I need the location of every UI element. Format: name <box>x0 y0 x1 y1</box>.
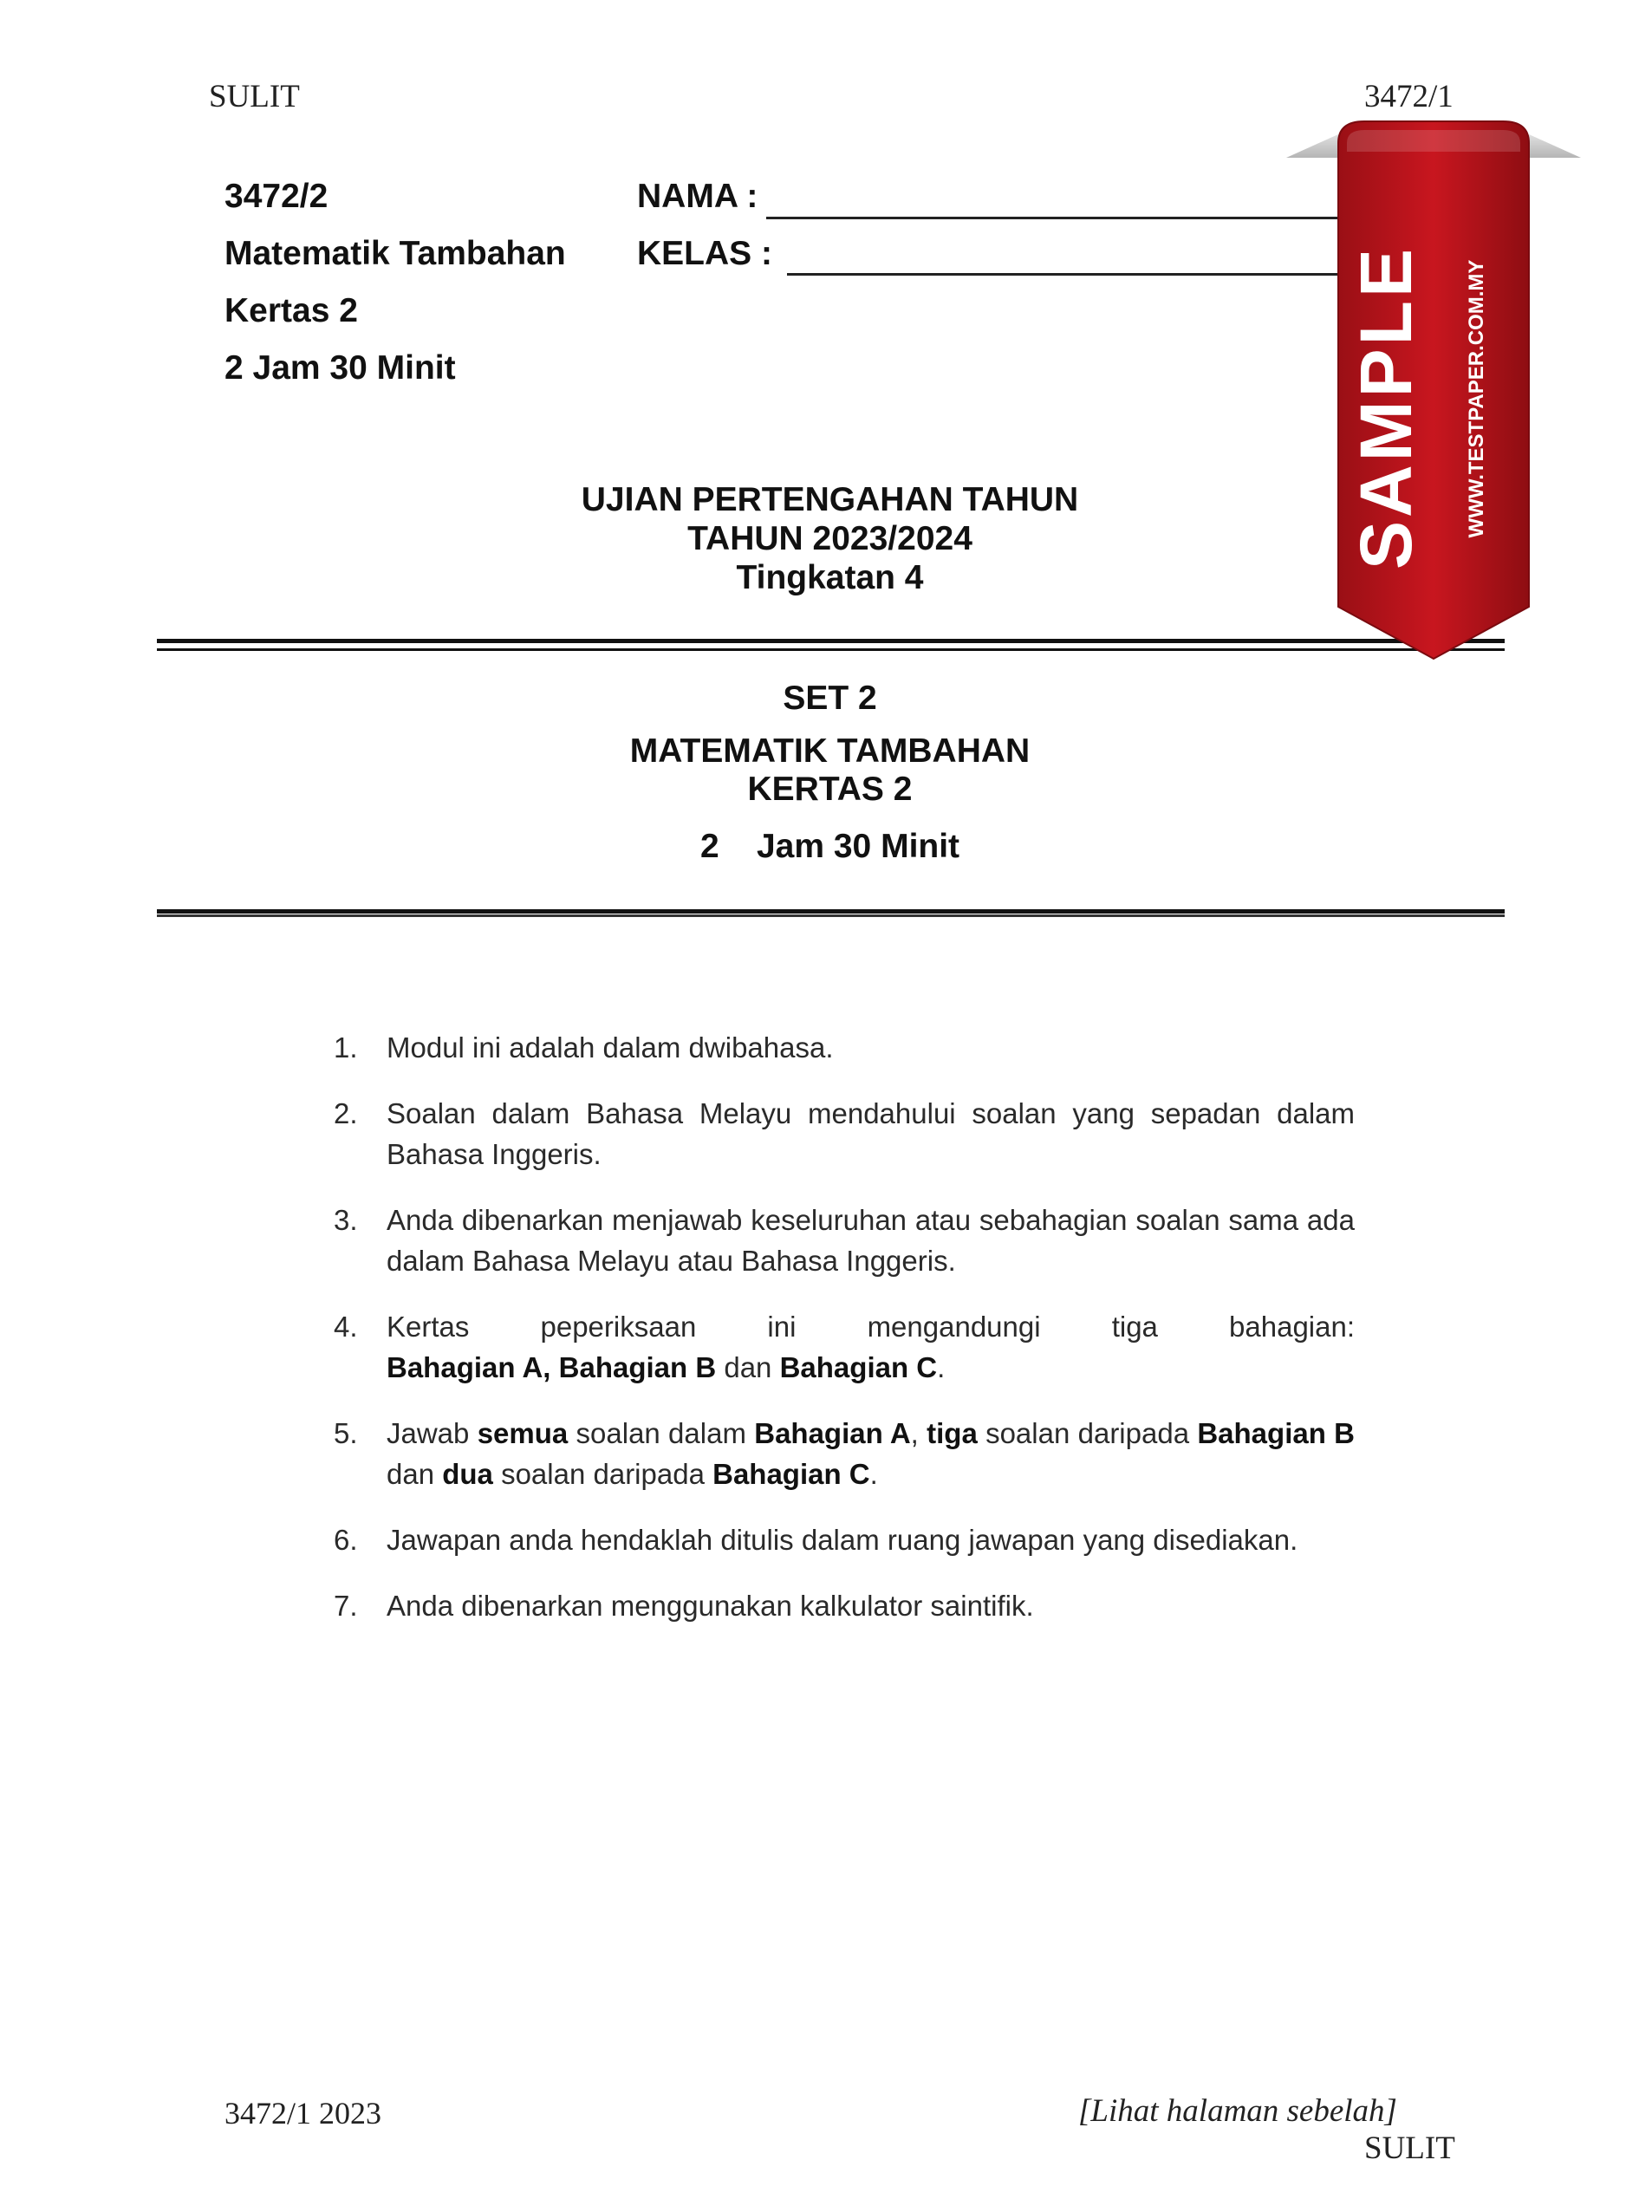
instruction-text: Kertas peperiksaan ini mengandungi tiga bahagian: <box>387 1311 1355 1343</box>
instruction-item <box>334 1519 1355 1560</box>
header-sulit: SULIT <box>209 79 300 114</box>
plain-text: Jawab <box>387 1417 478 1449</box>
plain-text: dan <box>387 1458 443 1490</box>
paper-number: Kertas 2 <box>224 292 358 329</box>
instruction-item <box>334 1585 1355 1626</box>
set-paper: KERTAS 2 <box>747 771 913 808</box>
nama-label: NAMA : <box>637 178 758 215</box>
bold-text: Bahagian C <box>712 1458 870 1490</box>
instruction-text: Modul ini adalah dalam dwibahasa. <box>387 1031 834 1064</box>
set-subject: MATEMATIK TAMBAHAN <box>629 732 1031 770</box>
paper-subject: Matematik Tambahan <box>224 235 566 272</box>
divider-bottom-thin <box>157 914 1505 917</box>
kelas-label: KELAS : <box>637 235 772 272</box>
plain-text: . <box>869 1458 878 1490</box>
bold-text: Bahagian A, Bahagian B <box>387 1351 717 1383</box>
instruction-text <box>387 1417 1355 1490</box>
paper-duration: 2 Jam 30 Minit <box>224 349 456 387</box>
instruction-number: 1. <box>334 1031 358 1064</box>
paper-code: 3472/2 <box>224 178 328 215</box>
instruction-text: Anda dibenarkan menggunakan kalkulator saintifik. <box>387 1590 1034 1622</box>
instructions-list <box>334 1027 1355 1651</box>
plain-text: soalan dalam <box>568 1417 755 1449</box>
instruction-number: 3. <box>334 1204 358 1236</box>
set-label: SET 2 <box>783 680 877 717</box>
bold-text: Bahagian A <box>754 1417 911 1449</box>
instruction-item <box>334 1027 1355 1068</box>
sample-ribbon-watermark <box>1286 117 1581 672</box>
plain-text: , <box>910 1417 927 1449</box>
set-subject-block <box>156 732 1504 809</box>
ribbon-label: SAMPLE <box>1345 244 1427 570</box>
ribbon-text-area <box>1338 152 1529 620</box>
instruction-item <box>334 1093 1355 1174</box>
plain-text: soalan daripada <box>977 1417 1198 1449</box>
instruction-item <box>334 1306 1355 1388</box>
divider-bottom-thick <box>157 909 1505 914</box>
instruction-number: 5. <box>334 1417 358 1449</box>
bold-text: Bahagian C <box>779 1351 938 1383</box>
instruction-item <box>334 1413 1355 1494</box>
header-paper-code: 3472/1 <box>1364 79 1454 114</box>
footer-sulit: SULIT <box>1364 2131 1455 2166</box>
instruction-text: Soalan dalam Bahasa Melayu mendahului soalan yang sepadan dalam Bahasa Inggeris. <box>387 1097 1355 1170</box>
plain-text: dan <box>716 1351 780 1383</box>
exam-title-line3: Tingkatan 4 <box>736 559 924 596</box>
footer-code: 3472/1 2023 <box>224 2096 382 2131</box>
exam-title-line2: TAHUN 2023/2024 <box>687 520 972 557</box>
plain-text: soalan daripada <box>492 1458 713 1490</box>
instruction-number: 4. <box>334 1311 358 1343</box>
instruction-text-cont <box>387 1351 945 1383</box>
instruction-number: 2. <box>334 1097 358 1129</box>
set-duration-text: 2 Jam 30 Minit <box>699 828 960 865</box>
exam-title-line1: UJIAN PERTENGAHAN TAHUN <box>581 481 1079 518</box>
bold-text: dua <box>442 1458 493 1490</box>
instruction-number: 7. <box>334 1590 358 1622</box>
ribbon-site: WWW.TESTPAPER.COM.MY <box>1465 259 1488 538</box>
instruction-item <box>334 1200 1355 1281</box>
bold-text: Bahagian B <box>1197 1417 1355 1449</box>
instruction-text: Anda dibenarkan menjawab keseluruhan atau sebahagian soalan sama ada dalam Bahasa Melayu atau Bahasa Inggeris. <box>387 1204 1355 1277</box>
plain-text: . <box>937 1351 946 1383</box>
instruction-text: Jawapan anda hendaklah ditulis dalam ruang jawapan yang disediakan. <box>387 1524 1298 1556</box>
instruction-number: 6. <box>334 1524 358 1556</box>
bold-text: tiga <box>927 1417 978 1449</box>
bold-text: semua <box>477 1417 569 1449</box>
footer-next-page: [Lihat halaman sebelah] <box>1078 2093 1397 2129</box>
set-duration <box>156 828 1504 866</box>
